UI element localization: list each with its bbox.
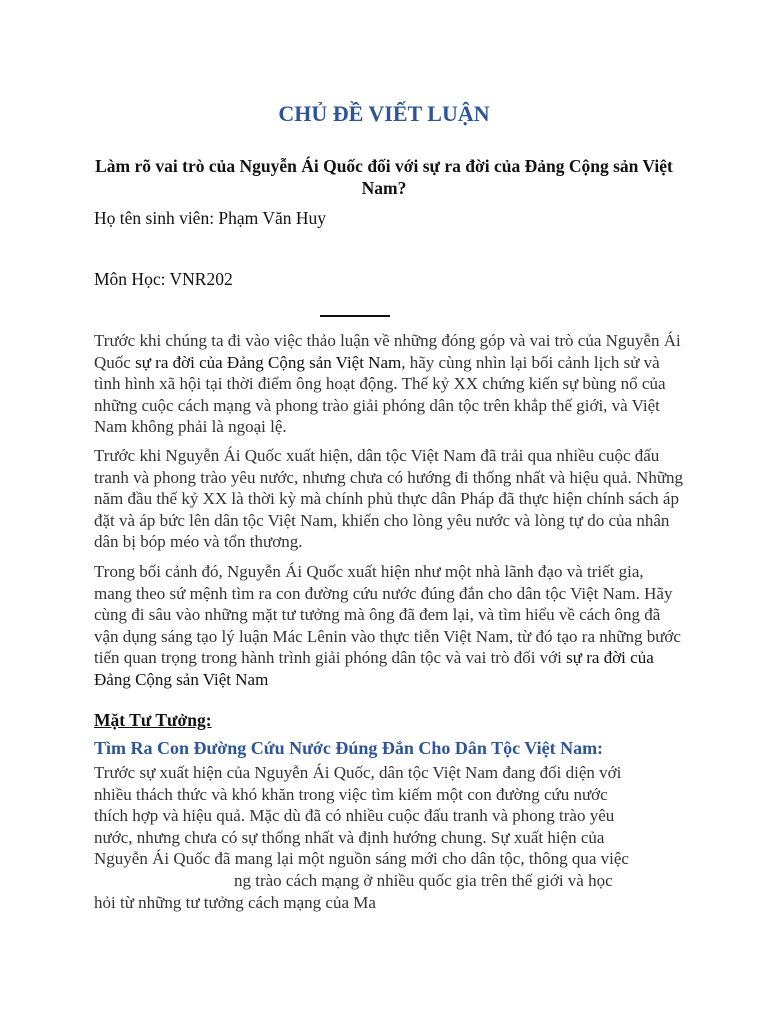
role-paragraph <box>94 561 684 691</box>
intro-paragraph <box>94 330 684 438</box>
paragraph-line: hỏi từ những tư tưởng cách mạng của Ma <box>94 892 376 912</box>
paragraph-line: Trước sự xuất hiện của Nguyễn Ái Quốc, dân tộc Việt Nam đang đối diện với <box>94 763 622 782</box>
paragraph-line: Nguyễn Ái Quốc đã mang lại một nguồn sáng mới cho dân tộc, thông qua việc <box>94 849 629 869</box>
paragraph-line: thích hợp và hiệu quả. Mặc dù đã có nhiều cuộc đấu tranh và phong trào yêu <box>94 806 615 826</box>
student-name: Họ tên sinh viên: Phạm Văn Huy <box>94 208 327 228</box>
section-heading: Mặt Tư Tưởng: <box>94 710 212 730</box>
intro-text-a: Trước khi chúng ta đi vào việc thảo luận về những đóng góp và vai trò của Nguyễn Ái Quốc <box>94 331 681 372</box>
role-text-a: Trong bối cảnh đó, Nguyễn Ái Quốc xuất hiện như một nhà lãnh đạo và triết gia, mang theo sứ mệnh tìm ra con đường cứu nước đúng đắn cho dân tộc Việt Nam. Hãy cùng đi sâu vào những mặt tư tưởng mà ông đã đem lại, và tìm hiểu về cách ông đã vận dụng sáng tạo lý luận Mác Lênin vào thực tiễn Việt Nam, từ đó tạo ra những bước tiến quan trọng trong hành trình giải phóng dân tộc và vai trò đối với <box>94 562 681 668</box>
context-paragraph: Trước khi Nguyễn Ái Quốc xuất hiện, dân tộc Việt Nam đã trải qua nhiều cuộc đấu tranh và phong trào yêu nước, nhưng chưa có hướng đi thống nhất và hiệu quả. Những năm đầu thế kỷ XX là thời kỳ mà chính phủ thực dân Pháp đã thực hiện chính sách áp đặt và áp bức lên dân tộc Việt Nam, khiến cho lòng yêu nước và lòng tự do của nhân dân bị bóp méo và tổn thương. <box>94 446 684 552</box>
path-paragraph <box>94 762 684 913</box>
role-text-emphasis: sự ra đời của Đảng Cộng sản Việt Nam <box>94 648 654 689</box>
paragraph-line: nước, nhưng chưa có sự thống nhất và định hướng chung. Sự xuất hiện của <box>94 827 605 847</box>
paragraph-line: ng trào cách mạng ở nhiều quốc gia trên thế giới và học <box>234 870 613 890</box>
section-divider <box>320 315 390 317</box>
essay-question: Làm rõ vai trò của Nguyễn Ái Quốc đối với sự ra đời của Đảng Cộng sản Việt Nam? <box>95 156 673 198</box>
course-code: Môn Học: VNR202 <box>94 269 233 289</box>
subsection-heading: Tìm Ra Con Đường Cứu Nước Đúng Đắn Cho Dân Tộc Việt Nam: <box>94 738 604 758</box>
intro-text-emphasis: sự ra đời của Đảng Cộng sản Việt Nam <box>135 352 402 372</box>
paragraph-line: nhiều thách thức và khó khăn trong việc tìm kiếm một con đường cứu nước <box>94 784 608 804</box>
intro-text-c: , hãy cùng nhìn lại bối cảnh lịch sử và tình hình xã hội tại thời điểm ông hoạt động. Thế kỷ XX chứng kiến sự bùng nổ của những cuộc cách mạng và phong trào giải phóng dân tộc trên khắp thế giới, và Việt Nam không phải là ngoại lệ. <box>94 352 666 437</box>
essay-title: CHỦ ĐỀ VIẾT LUẬN <box>278 101 490 126</box>
